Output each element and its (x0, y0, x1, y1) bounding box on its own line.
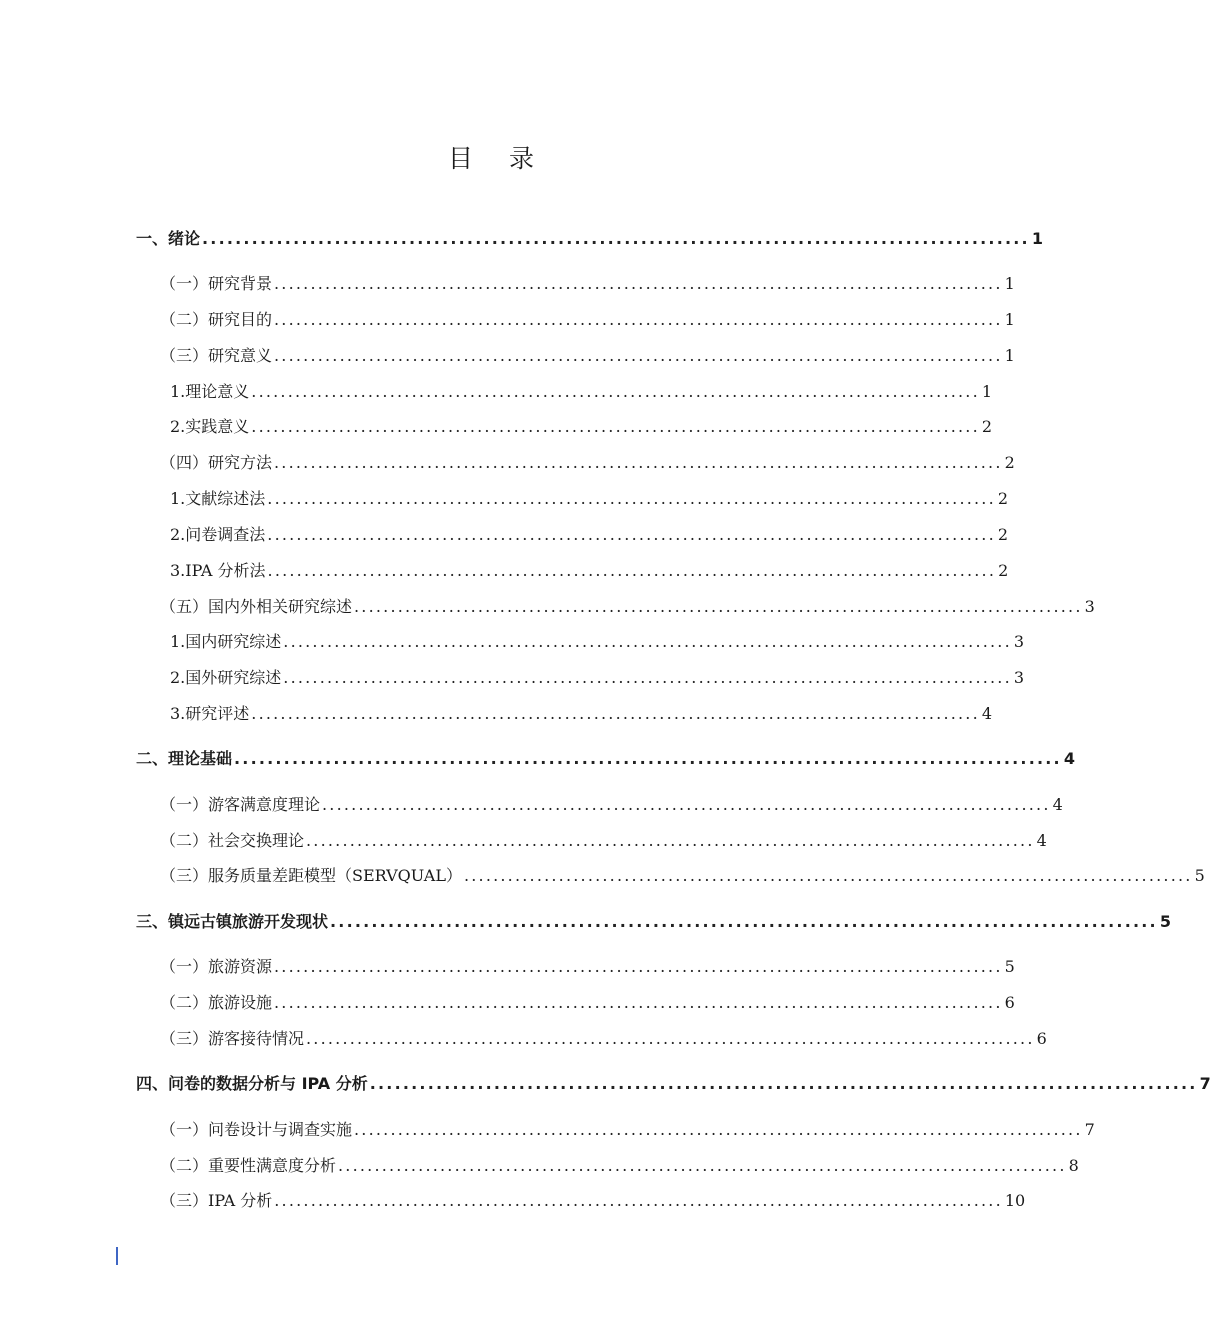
toc-page-number: 7 (1199, 1074, 1211, 1093)
toc-entry[interactable] (170, 559, 1009, 583)
toc-leader-dots: .................................................................................................... (354, 1120, 1083, 1139)
toc-entry[interactable] (170, 380, 993, 404)
toc-entry-label: （三）IPA 分析 (160, 1191, 273, 1210)
toc-page-number: 4 (1052, 795, 1063, 814)
toc-leader-dots: .................................................................................................... (283, 632, 1012, 651)
toc-leader-dots: .................................................................................................... (274, 453, 1003, 472)
toc-entry-label: 1.理论意义 (170, 382, 250, 401)
toc-entry-label: 1.国内研究综述 (170, 632, 282, 651)
toc-leader-dots: .................................................................................................... (251, 417, 980, 436)
toc-entry-label: （一）旅游资源 (160, 957, 273, 976)
toc-entry[interactable] (160, 1118, 1095, 1142)
toc-leader-dots: .................................................................................................... (274, 993, 1003, 1012)
toc-entry-label: （二）研究目的 (160, 310, 273, 329)
toc-entry-label: 二、理论基础 (136, 749, 233, 768)
toc-page-number: 1 (1004, 274, 1015, 293)
toc-entry[interactable] (136, 1072, 1211, 1096)
toc-entry[interactable] (160, 991, 1015, 1015)
toc-leader-dots: .................................................................................................... (463, 866, 1193, 885)
toc-leader-dots: .................................................................................................... (267, 561, 997, 580)
toc-page-number: 1 (1004, 310, 1015, 329)
toc-entry[interactable] (170, 702, 993, 726)
toc-leader-dots: .................................................................................................... (322, 795, 1051, 814)
toc-page-number: 4 (981, 704, 993, 723)
toc-entry[interactable] (136, 747, 1075, 771)
toc-page-number: 3 (1013, 668, 1025, 687)
toc-leader-dots: .................................................................................................... (306, 831, 1035, 850)
toc-page-number: 1 (981, 382, 993, 401)
toc-entry[interactable] (170, 415, 993, 439)
page-title: 目 录 (448, 143, 548, 173)
toc-leader-dots: .................................................................................................... (274, 957, 1003, 976)
toc-page-number: 4 (1036, 831, 1047, 850)
toc-leader-dots: .................................................................................................... (274, 346, 1003, 365)
toc-leader-dots: .................................................................................................... (369, 1074, 1198, 1093)
toc-entry[interactable] (160, 272, 1015, 296)
toc-entry-label: 2.国外研究综述 (170, 668, 282, 687)
toc-page-number: 3 (1013, 632, 1025, 651)
toc-leader-dots: .................................................................................................... (274, 274, 1003, 293)
toc-entry[interactable] (160, 595, 1095, 619)
toc-entry[interactable] (136, 227, 1043, 251)
toc-entry-label: （二）旅游设施 (160, 993, 273, 1012)
toc-leader-dots: .................................................................................................... (306, 1029, 1035, 1048)
toc-entry[interactable] (170, 487, 1009, 511)
toc-leader-dots: .................................................................................................... (251, 704, 980, 723)
toc-leader-dots: .................................................................................................... (234, 749, 1062, 768)
toc-page-number: 5 (1004, 957, 1015, 976)
toc-leader-dots: .................................................................................................... (330, 912, 1158, 931)
toc-entry[interactable] (160, 1154, 1079, 1178)
toc-entry-label: 2.实践意义 (170, 417, 250, 436)
toc-entry-label: （四）研究方法 (160, 453, 273, 472)
toc-leader-dots: .................................................................................................... (274, 1191, 1003, 1210)
toc-leader-dots: .................................................................................................... (338, 1156, 1067, 1175)
toc-page-number: 7 (1084, 1120, 1095, 1139)
toc-entry-label: （一）游客满意度理论 (160, 795, 321, 814)
toc-entry-label: （三）研究意义 (160, 346, 273, 365)
toc-page-number: 1 (1004, 346, 1015, 365)
toc-entry-label: （一）研究背景 (160, 274, 273, 293)
toc-entry-label: （二）社会交换理论 (160, 831, 305, 850)
toc-page-number: 10 (1004, 1191, 1026, 1210)
toc-entry[interactable] (160, 829, 1047, 853)
toc-leader-dots: .................................................................................................... (267, 525, 996, 544)
toc-entry[interactable] (160, 1189, 1026, 1213)
toc-entry-label: 一、绪论 (136, 229, 201, 248)
toc-entry-label: 3.IPA 分析法 (170, 561, 266, 580)
toc-leader-dots: .................................................................................................... (283, 668, 1012, 687)
toc-page-number: 8 (1068, 1156, 1079, 1175)
toc-entry-label: 三、镇远古镇旅游开发现状 (136, 912, 329, 931)
toc-entry[interactable] (160, 955, 1015, 979)
toc-page-number: 2 (1004, 453, 1015, 472)
toc-page-number: 2 (997, 525, 1009, 544)
toc-page-number: 6 (1004, 993, 1015, 1012)
toc-entry[interactable] (160, 344, 1015, 368)
toc-page-number: 4 (1063, 749, 1075, 768)
toc-entry-label: （五）国内外相关研究综述 (160, 597, 353, 616)
toc-entry-label: （三）服务质量差距模型（SERVQUAL） (160, 866, 462, 885)
toc-page-number: 2 (998, 561, 1009, 580)
toc-entry-label: （二）重要性满意度分析 (160, 1156, 337, 1175)
toc-entry[interactable] (160, 864, 1205, 888)
toc-page-number: 2 (981, 417, 993, 436)
toc-page-number: 5 (1194, 866, 1205, 885)
toc-leader-dots: .................................................................................................... (251, 382, 980, 401)
toc-entry[interactable] (160, 1027, 1047, 1051)
toc-entry-label: （一）问卷设计与调查实施 (160, 1120, 353, 1139)
toc-leader-dots: .................................................................................................... (267, 489, 996, 508)
toc-entry[interactable] (170, 523, 1009, 547)
toc-page-number: 2 (997, 489, 1009, 508)
toc-entry-label: 四、问卷的数据分析与 IPA 分析 (136, 1074, 368, 1093)
toc-entry-label: （三）游客接待情况 (160, 1029, 305, 1048)
toc-page-number: 5 (1159, 912, 1171, 931)
toc-entry[interactable] (136, 910, 1171, 934)
toc-entry[interactable] (160, 451, 1015, 475)
toc-page-number: 3 (1084, 597, 1095, 616)
toc-leader-dots: .................................................................................................... (274, 310, 1003, 329)
toc-leader-dots: .................................................................................................... (354, 597, 1083, 616)
toc-entry[interactable] (160, 308, 1015, 332)
toc-entry-label: 1.文献综述法 (170, 489, 266, 508)
toc-entry[interactable] (170, 630, 1025, 654)
toc-entry-label: 3.研究评述 (170, 704, 250, 723)
toc-entry[interactable] (160, 793, 1063, 817)
toc-page-number: 6 (1036, 1029, 1047, 1048)
toc-entry-label: 2.问卷调查法 (170, 525, 266, 544)
toc-leader-dots: .................................................................................................... (202, 229, 1030, 248)
text-cursor (116, 1247, 118, 1265)
toc-page-number: 1 (1031, 229, 1043, 248)
toc-entry[interactable] (170, 666, 1025, 690)
